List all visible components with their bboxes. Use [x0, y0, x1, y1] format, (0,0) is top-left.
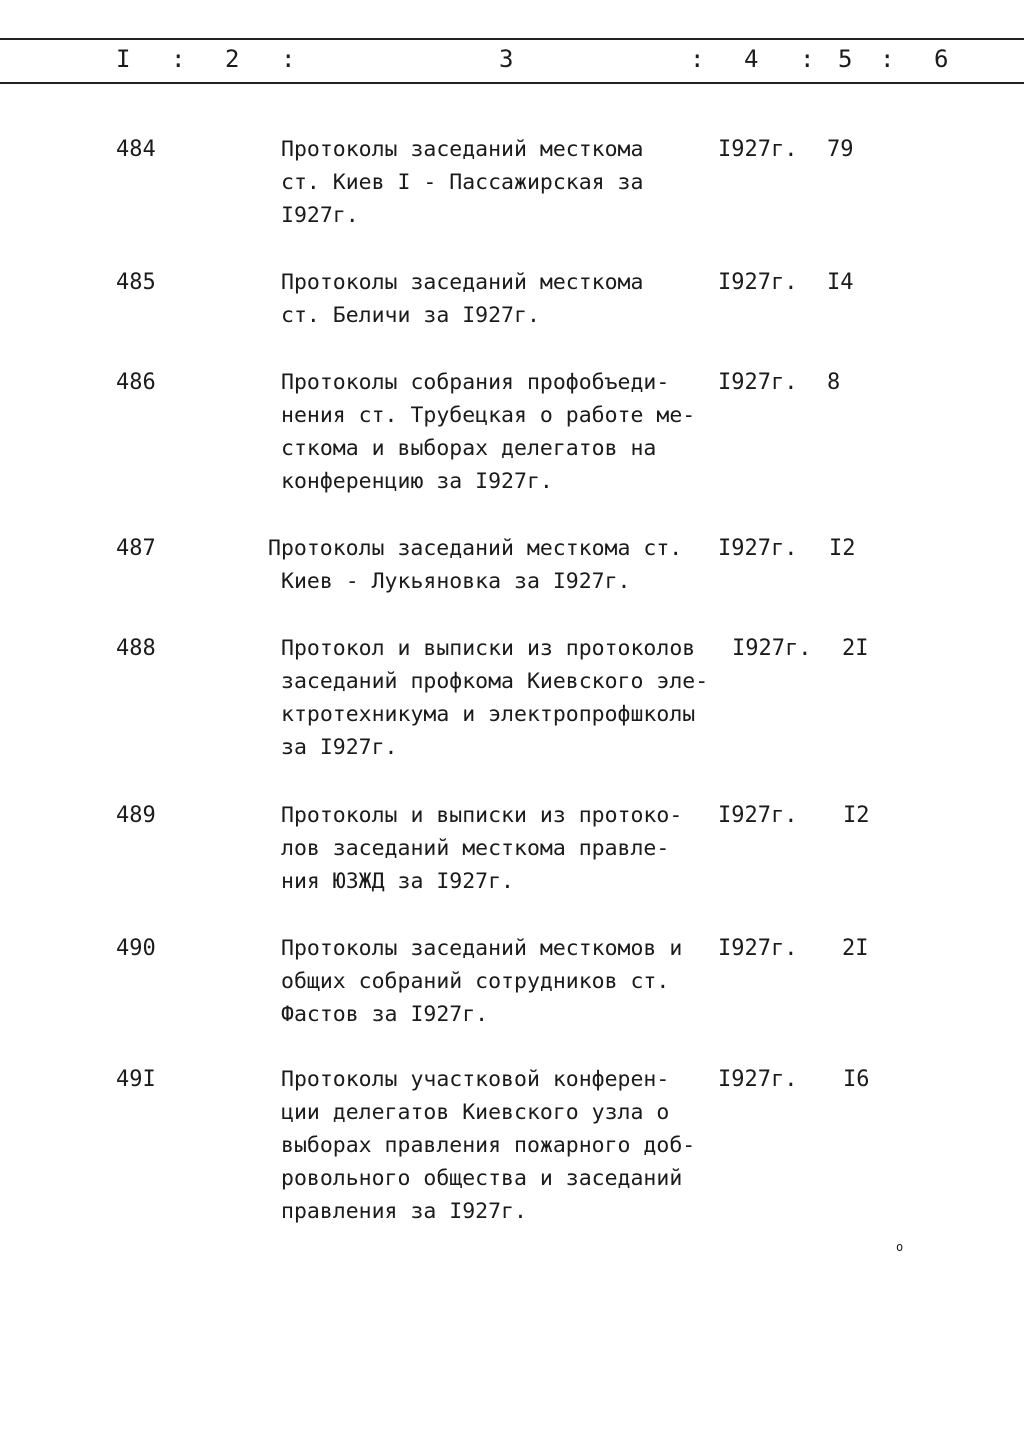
description-line: заседаний профкома Киевского эле- — [281, 669, 709, 694]
description-line: Протоколы собрания профобъеди- — [281, 370, 670, 395]
description-line: Протоколы заседаний месткома — [281, 270, 644, 295]
entry-number: 49I — [116, 1067, 156, 1092]
entry-year: I927г. — [718, 803, 798, 828]
description-line: Протоколы заседаний месткомов и — [281, 936, 683, 961]
description-line: нения ст. Трубецкая о работе ме- — [281, 403, 696, 428]
entry-year: I927г. — [718, 370, 798, 395]
entry-description — [281, 366, 741, 498]
description-line: Протоколы участковой конферен- — [281, 1067, 670, 1092]
entry-sheet-count: 8 — [827, 370, 841, 395]
entry-number: 484 — [116, 137, 156, 162]
description-line: Протокол и выписки из протоколов — [281, 636, 696, 661]
entry-year: I927г. — [718, 536, 798, 561]
header-bottom-rule — [0, 82, 1024, 84]
description-line: Протоколы заседаний месткома ст. — [268, 536, 683, 561]
description-line: конференцию за I927г. — [281, 469, 553, 494]
column-separator: : — [690, 45, 705, 73]
entry-number: 485 — [116, 270, 156, 295]
description-line: правления за I927г. — [281, 1199, 527, 1224]
entry-number: 490 — [116, 936, 156, 961]
entry-description — [281, 266, 741, 332]
entry-number: 487 — [116, 536, 156, 561]
description-line: лов заседаний месткома правле- — [281, 836, 670, 861]
entry-sheet-count: I4 — [827, 270, 854, 295]
entry-year: I927г. — [732, 636, 812, 661]
entry-description — [281, 932, 741, 1031]
description-line: за I927г. — [281, 735, 398, 760]
entry-description — [281, 1063, 741, 1228]
entry-number: 488 — [116, 636, 156, 661]
description-line: ции делегатов Киевского узла о — [281, 1100, 670, 1125]
column-header-3: 3 — [499, 45, 514, 73]
entry-sheet-count: I2 — [843, 803, 870, 828]
description-line: Фастов за I927г. — [281, 1002, 489, 1027]
entry-description — [281, 799, 741, 898]
description-line: общих собраний сотрудников ст. — [281, 969, 670, 994]
column-separator: : — [281, 45, 296, 73]
column-header-4: 4 — [744, 45, 759, 73]
entry-description — [268, 532, 741, 598]
column-separator: : — [880, 45, 895, 73]
header-top-rule — [0, 38, 1024, 40]
column-separator: : — [171, 45, 186, 73]
entry-year: I927г. — [718, 936, 798, 961]
entry-sheet-count: 79 — [827, 137, 854, 162]
entry-sheet-count: 2I — [842, 936, 869, 961]
entry-sheet-count: I2 — [829, 536, 856, 561]
description-line: ст. Беличи за I927г. — [281, 303, 540, 328]
entry-number: 486 — [116, 370, 156, 395]
entry-description — [281, 133, 741, 232]
column-separator: : — [800, 45, 815, 73]
description-line: Протоколы заседаний месткома — [281, 137, 644, 162]
description-line: сткома и выборах делегатов на — [281, 436, 657, 461]
entry-year: I927г. — [718, 270, 798, 295]
description-line: ктротехникума и электропрофшколы — [281, 702, 696, 727]
column-header-6: 6 — [934, 45, 949, 73]
description-line: выборах правления пожарного доб- — [281, 1133, 696, 1158]
margin-mark: o — [896, 1240, 904, 1254]
description-line: Протоколы и выписки из протоко- — [281, 803, 683, 828]
entry-year: I927г. — [718, 1067, 798, 1092]
entry-number: 489 — [116, 803, 156, 828]
description-line: ст. Киев I - Пассажирская за — [281, 170, 644, 195]
description-line: ровольного общества и заседаний — [281, 1166, 683, 1191]
entry-sheet-count: I6 — [843, 1067, 870, 1092]
description-line: Киев - Лукьяновка за I927г. — [281, 569, 631, 594]
column-header-1: I — [116, 45, 131, 73]
column-header-2: 2 — [225, 45, 240, 73]
description-line: ния ЮЗЖД за I927г. — [281, 869, 514, 894]
entry-description — [281, 632, 741, 764]
description-line: I927г. — [281, 203, 359, 228]
column-header-5: 5 — [838, 45, 853, 73]
entry-sheet-count: 2I — [842, 636, 869, 661]
entry-year: I927г. — [718, 137, 798, 162]
